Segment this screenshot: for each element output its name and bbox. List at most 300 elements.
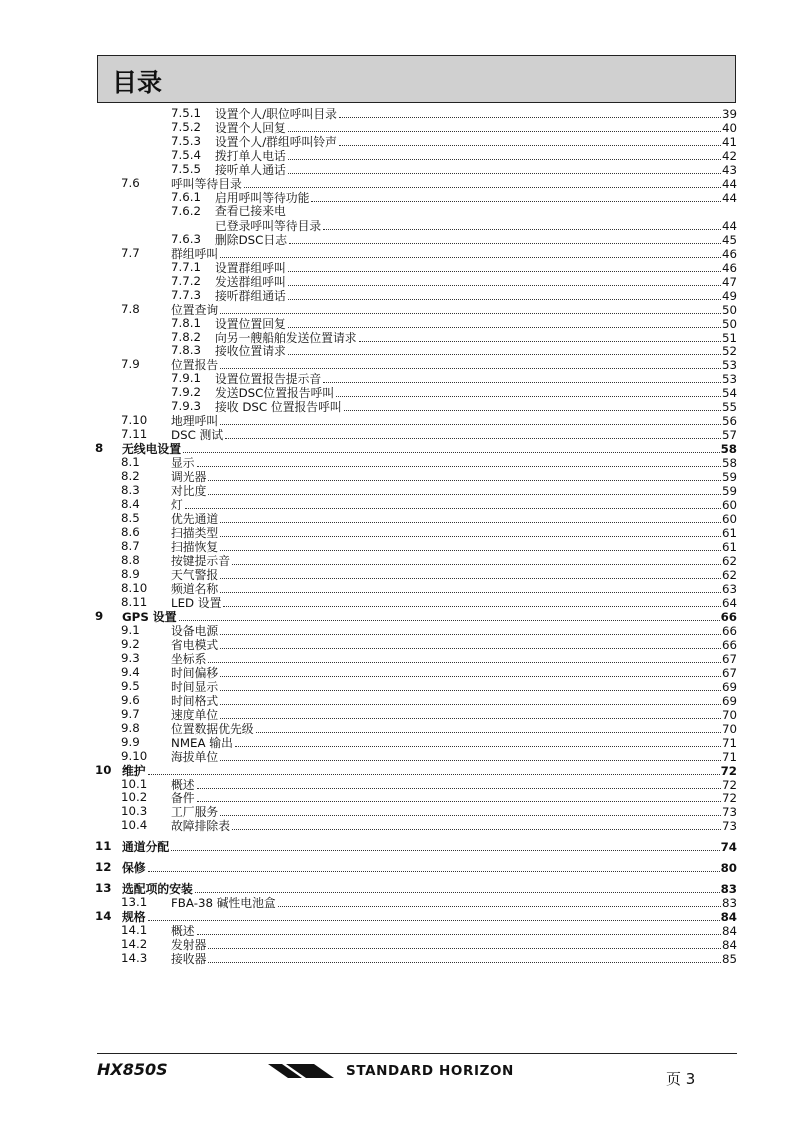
toc-entry[interactable]: [95, 624, 737, 638]
toc-entry-title: FBA-38 碱性电池盒: [171, 896, 276, 911]
toc-entry-number: 14: [95, 909, 112, 924]
toc-entry-page: 66: [721, 623, 737, 638]
toc-leader-dots: [197, 924, 721, 935]
toc-entry-page: 62: [721, 567, 737, 582]
title-bar: [97, 55, 736, 103]
toc-entry-number: 7.7.3: [171, 287, 202, 302]
toc-entry-number: 13.1: [121, 895, 148, 910]
toc-entry-title: 坐标系: [171, 651, 207, 666]
toc-entry-title: 接听群组通话: [215, 288, 286, 303]
toc-entry-title: 时间显示: [171, 679, 219, 694]
toc-leader-dots: [220, 708, 721, 719]
toc-entry[interactable]: [95, 275, 737, 289]
toc-entry-page: 52: [721, 344, 737, 359]
toc-leader-dots: [220, 540, 721, 551]
toc-entry-title: 规格: [122, 910, 146, 925]
toc-entry-number: 12: [95, 860, 112, 875]
toc-entry-page: 84: [721, 938, 737, 953]
toc-entry[interactable]: [95, 107, 737, 121]
toc-entry-page: 60: [721, 512, 737, 527]
toc-entry-number: 9.10: [121, 748, 148, 763]
toc-entry-page: 40: [721, 120, 737, 135]
toc-entry-number: 7.9: [121, 357, 140, 372]
toc-entry[interactable]: [95, 596, 737, 610]
toc-entry[interactable]: [95, 163, 737, 177]
toc-entry-number: 10.4: [121, 818, 148, 833]
page-number: 页 3: [666, 1070, 696, 1088]
toc-entry-page: 54: [721, 386, 737, 401]
page-title: 目录: [112, 68, 163, 97]
toc-entry-number: 7.8.3: [171, 343, 202, 358]
toc-entry-page: 62: [721, 554, 737, 568]
toc-entry-number: 8.1: [121, 455, 140, 470]
toc-entry-number: 9.9: [121, 734, 140, 749]
toc-entry[interactable]: [95, 952, 737, 966]
toc-entry-page: 72: [721, 777, 737, 792]
toc-entry-title: 备件: [171, 791, 195, 806]
toc-entry-title: 地理呼叫: [171, 414, 219, 429]
toc-entry-title: 概述: [171, 924, 195, 939]
toc-entry-number: 8.10: [121, 580, 148, 595]
toc-leader-dots: [220, 805, 721, 816]
toc-leader-dots: [220, 666, 721, 677]
toc-leader-dots: [208, 484, 721, 495]
toc-entry[interactable]: [95, 261, 737, 275]
toc-entry[interactable]: [95, 722, 737, 736]
toc-entry-title: 显示: [171, 456, 195, 471]
toc-entry-title: 灯: [171, 498, 183, 513]
toc-entry-title: DSC 测试: [171, 428, 224, 443]
toc-entry-title: 天气警报: [171, 567, 219, 582]
toc-entry-page: 45: [721, 232, 737, 247]
toc-entry-title: NMEA 输出: [171, 735, 233, 750]
toc-entry-page: 83: [720, 882, 737, 897]
toc-entry-number: 8.9: [121, 566, 140, 581]
toc-entry-title: 接听单人通话: [215, 162, 286, 177]
toc-entry-number: 8.3: [121, 483, 140, 498]
toc-leader-dots: [197, 778, 721, 789]
toc-leader-dots: [288, 289, 721, 300]
toc-leader-dots: [220, 624, 721, 635]
toc-entry[interactable]: [95, 708, 737, 722]
toc-entry[interactable]: [95, 456, 737, 470]
toc-entry-number: 7.8.1: [171, 315, 202, 330]
toc-entry-page: 73: [721, 819, 737, 834]
toc-leader-dots: [359, 331, 721, 342]
toc-entry-number: 11: [95, 839, 112, 854]
toc-entry-page: 42: [721, 148, 737, 163]
toc-entry-page: 60: [721, 498, 737, 513]
toc-leader-dots: [220, 303, 721, 314]
toc-entry-title: 位置报告: [171, 358, 219, 373]
toc-entry-title: GPS 设置: [122, 609, 177, 624]
toc-entry-page: 67: [721, 651, 737, 666]
toc-leader-dots: [220, 568, 721, 579]
toc-entry-page: 59: [721, 470, 737, 485]
toc-entry[interactable]: [95, 484, 737, 498]
toc-entry-title: 维护: [122, 763, 146, 778]
toc-entry-page: 71: [721, 749, 737, 764]
toc-entry[interactable]: [95, 331, 737, 345]
toc-entry-page: 64: [721, 595, 737, 610]
toc-leader-dots: [336, 386, 721, 397]
toc-entry-number: 8: [95, 441, 104, 456]
toc-entry-title: LED 设置: [171, 595, 222, 610]
toc-entry-page: 55: [721, 400, 737, 415]
toc-entry-title: 设备电源: [171, 623, 219, 638]
toc-entry-page: 61: [721, 540, 737, 555]
toc-leader-dots: [185, 498, 721, 509]
toc-leader-dots: [220, 414, 721, 425]
toc-leader-dots: [256, 722, 721, 733]
toc-entry[interactable]: [95, 861, 737, 875]
toc-entry-page: 49: [721, 288, 737, 303]
toc-entry-number: 14.3: [121, 951, 148, 966]
toc-leader-dots: [225, 428, 721, 439]
toc-leader-dots: [148, 861, 720, 872]
toc-leader-dots: [208, 952, 721, 963]
toc-entry[interactable]: [95, 372, 737, 386]
toc-entry-title: 设置个人/群组呼叫铃声: [215, 134, 337, 149]
toc-leader-dots: [232, 819, 721, 830]
toc-entry-title: 省电模式: [171, 637, 219, 652]
toc-entry[interactable]: [95, 554, 737, 568]
toc-entry-number: 9.3: [121, 650, 140, 665]
toc-entry[interactable]: [95, 177, 737, 191]
table-of-contents: [95, 107, 737, 966]
toc-entry-title: 扫描恢复: [171, 540, 219, 555]
toc-entry-title: 通道分配: [122, 840, 170, 855]
footer-divider: [97, 1053, 737, 1054]
toc-entry-page: 44: [721, 176, 737, 191]
toc-entry-page: 46: [721, 246, 737, 261]
toc-leader-dots: [223, 596, 721, 607]
toc-entry-number: 13: [95, 881, 112, 896]
toc-entry-page: 74: [720, 840, 737, 855]
standard-horizon-logo-icon: [268, 1062, 340, 1080]
toc-entry[interactable]: [95, 938, 737, 952]
toc-leader-dots: [148, 764, 720, 775]
toc-entry-number: 7.5.1: [171, 106, 202, 120]
toc-entry-page: 39: [721, 107, 737, 121]
toc-entry-title: 查看已接来电: [215, 203, 286, 218]
toc-entry-page: 84: [721, 924, 737, 939]
toc-entry[interactable]: [95, 694, 737, 708]
toc-entry-title: 频道名称: [171, 581, 219, 596]
toc-leader-dots: [344, 400, 721, 411]
toc-entry[interactable]: [95, 247, 737, 261]
toc-leader-dots: [208, 938, 721, 949]
toc-entry-number: 9.2: [121, 636, 140, 651]
toc-entry[interactable]: [95, 680, 737, 694]
toc-entry-title: 发送群组呼叫: [215, 274, 286, 289]
toc-entry[interactable]: [95, 149, 737, 163]
toc-entry[interactable]: [95, 498, 737, 512]
toc-entry-number: 7.6: [121, 175, 140, 190]
toc-entry-number: 7.6.1: [171, 189, 202, 204]
toc-entry[interactable]: [95, 400, 737, 414]
toc-leader-dots: [311, 191, 721, 202]
toc-leader-dots: [220, 638, 721, 649]
toc-entry-number: 7.7: [121, 245, 140, 260]
toc-entry[interactable]: [95, 358, 737, 372]
toc-entry-title: 群组呼叫: [171, 246, 219, 261]
toc-entry-page: 50: [721, 302, 737, 317]
toc-leader-dots: [339, 107, 721, 118]
toc-entry-number: 9.6: [121, 692, 140, 707]
toc-entry[interactable]: [95, 652, 737, 666]
toc-entry-page: 61: [721, 526, 737, 541]
toc-leader-dots: [235, 736, 721, 747]
toc-entry-page: 85: [721, 952, 737, 967]
toc-entry-number: 8.2: [121, 469, 140, 484]
toc-entry-page: 69: [721, 693, 737, 708]
toc-entry[interactable]: [95, 778, 737, 792]
toc-leader-dots: [183, 442, 720, 453]
toc-entry-title: 无线电设置: [122, 442, 181, 457]
toc-entry-page: 83: [721, 896, 737, 911]
toc-entry-title: 拨打单人电话: [215, 148, 286, 163]
toc-entry[interactable]: [95, 303, 737, 317]
brand: [268, 1062, 514, 1080]
toc-entry-number: 14.2: [121, 937, 148, 952]
toc-entry-number: 7.6.3: [171, 231, 202, 246]
toc-entry-page: 70: [721, 707, 737, 722]
toc-entry-page: 72: [721, 791, 737, 806]
toc-leader-dots: [323, 372, 721, 383]
toc-entry[interactable]: [95, 317, 737, 331]
toc-entry-title: 位置查询: [171, 302, 219, 317]
toc-entry-number: 14.1: [121, 923, 148, 938]
toc-entry-number: 10.2: [121, 790, 148, 805]
toc-leader-dots: [288, 149, 721, 160]
toc-entry[interactable]: [95, 819, 737, 833]
toc-entry-page: 57: [721, 428, 737, 443]
toc-entry[interactable]: [95, 219, 737, 233]
toc-entry[interactable]: [95, 791, 737, 805]
toc-entry-number: 7.8.2: [171, 329, 202, 344]
toc-entry-page: 47: [721, 274, 737, 289]
toc-leader-dots: [288, 275, 721, 286]
toc-entry-title: 发送DSC位置报告呼叫: [215, 386, 335, 401]
toc-entry[interactable]: [95, 540, 737, 554]
toc-entry-page: 69: [721, 679, 737, 694]
toc-entry-title: 删除DSC日志: [215, 232, 287, 247]
toc-leader-dots: [220, 582, 721, 593]
toc-entry-title: 设置个人回复: [215, 120, 286, 135]
toc-entry-page: 44: [721, 218, 737, 233]
toc-entry-number: 7.7.2: [171, 273, 202, 288]
toc-entry-title: 概述: [171, 777, 195, 792]
toc-entry-page: 66: [721, 637, 737, 652]
toc-entry-number: 7.8: [121, 301, 140, 316]
toc-entry-number: 7.5.3: [171, 133, 202, 148]
toc-entry[interactable]: [95, 233, 737, 247]
toc-leader-dots: [171, 840, 719, 851]
toc-entry-page: 84: [720, 910, 737, 925]
toc-entry-number: 8.8: [121, 553, 140, 567]
toc-entry[interactable]: [95, 205, 737, 219]
toc-entry-number: 8.6: [121, 525, 140, 540]
toc-entry-number: 9.7: [121, 706, 140, 721]
toc-leader-dots: [220, 750, 721, 761]
toc-entry-title: 接收器: [171, 952, 207, 967]
toc-entry[interactable]: [95, 135, 737, 149]
toc-leader-dots: [220, 358, 721, 369]
toc-entry-title: 呼叫等待目录: [171, 176, 242, 191]
toc-entry-number: 8.4: [121, 497, 140, 512]
toc-entry-title: 已登录呼叫等待目录: [215, 218, 322, 233]
toc-entry[interactable]: [95, 750, 737, 764]
toc-leader-dots: [288, 344, 721, 355]
toc-entry-number: 7.9.3: [171, 399, 202, 414]
toc-entry-title: 调光器: [171, 470, 207, 485]
toc-entry[interactable]: [95, 896, 737, 910]
toc-entry[interactable]: [95, 568, 737, 582]
toc-entry-title: 工厂服务: [171, 805, 219, 820]
toc-entry[interactable]: [95, 526, 737, 540]
toc-entry-page: 53: [721, 372, 737, 387]
toc-entry-number: 8.7: [121, 539, 140, 554]
toc-leader-dots: [288, 317, 721, 328]
toc-entry-title: 保修: [122, 861, 146, 876]
toc-entry-number: 7.5.2: [171, 119, 202, 134]
toc-leader-dots: [339, 135, 721, 146]
toc-entry-page: 73: [721, 805, 737, 820]
toc-entry[interactable]: [95, 414, 737, 428]
toc-entry-number: 9.8: [121, 720, 140, 735]
toc-leader-dots: [289, 233, 721, 244]
toc-entry[interactable]: [95, 610, 737, 624]
toc-entry-number: 7.9.2: [171, 385, 202, 400]
toc-entry-number: 7.10: [121, 413, 148, 428]
toc-entry-page: 51: [721, 330, 737, 345]
toc-entry-number: 7.6.2: [171, 203, 202, 218]
toc-entry-number: 10.3: [121, 804, 148, 819]
toc-entry-title: 向另一艘船舶发送位置请求: [215, 330, 357, 345]
toc-entry[interactable]: [95, 442, 737, 456]
toc-entry-title: 故障排除表: [171, 819, 230, 834]
toc-entry-number: 9.4: [121, 664, 140, 679]
toc-entry[interactable]: [95, 386, 737, 400]
toc-leader-dots: [220, 680, 721, 691]
toc-leader-dots: [220, 526, 721, 537]
toc-entry-title: 位置数据优先级: [171, 721, 254, 736]
toc-entry-number: 8.5: [121, 511, 140, 526]
toc-entry[interactable]: [95, 638, 737, 652]
toc-entry-title: 扫描类型: [171, 526, 219, 541]
toc-entry-title: 设置位置回复: [215, 316, 286, 331]
toc-entry[interactable]: [95, 910, 737, 924]
toc-entry-number: 7.11: [121, 427, 148, 442]
toc-entry-page: 53: [721, 358, 737, 373]
toc-entry-page: 58: [721, 456, 737, 471]
toc-entry-page: 41: [721, 134, 737, 149]
toc-leader-dots: [220, 512, 721, 523]
toc-entry-title: 速度单位: [171, 707, 219, 722]
toc-entry-page: 44: [721, 190, 737, 205]
toc-entry-title: 时间格式: [171, 693, 219, 708]
toc-entry-page: 66: [720, 609, 737, 624]
toc-entry-page: 58: [720, 442, 737, 457]
toc-entry-page: 46: [721, 260, 737, 275]
toc-entry-number: 9.5: [121, 678, 140, 693]
toc-entry-page: 67: [721, 665, 737, 680]
toc-entry-title: 海拔单位: [171, 749, 219, 764]
toc-entry[interactable]: [95, 882, 737, 896]
toc-entry-title: 接收位置请求: [215, 344, 286, 359]
toc-entry[interactable]: [95, 289, 737, 303]
toc-leader-dots: [288, 261, 721, 272]
toc-entry-number: 10.1: [121, 776, 148, 791]
toc-entry-number: 7.5.4: [171, 147, 202, 162]
toc-entry-title: 优先通道: [171, 512, 219, 527]
toc-entry[interactable]: [95, 470, 737, 484]
toc-leader-dots: [220, 247, 721, 258]
toc-leader-dots: [244, 177, 721, 188]
toc-entry-title: 按键提示音: [171, 554, 230, 568]
toc-leader-dots: [288, 163, 721, 174]
toc-entry-number: 9.1: [121, 622, 140, 637]
toc-entry-page: 70: [721, 721, 737, 736]
toc-leader-dots: [197, 456, 721, 467]
toc-leader-dots: [208, 470, 721, 481]
toc-leader-dots: [323, 219, 721, 230]
toc-leader-dots: [179, 610, 720, 621]
toc-entry[interactable]: [95, 805, 737, 819]
toc-entry[interactable]: [95, 191, 737, 205]
toc-entry-title: 设置个人/职位呼叫目录: [215, 107, 337, 121]
toc-entry-number: 8.11: [121, 594, 148, 609]
toc-entry-title: 设置群组呼叫: [215, 260, 286, 275]
toc-entry-title: 时间偏移: [171, 665, 219, 680]
brand-name: STANDARD HORIZON: [346, 1063, 514, 1079]
toc-leader-dots: [232, 554, 721, 565]
toc-entry[interactable]: [95, 344, 737, 358]
toc-entry[interactable]: [95, 121, 737, 135]
toc-entry-number: 7.9.1: [171, 371, 202, 386]
toc-leader-dots: [278, 896, 721, 907]
toc-entry[interactable]: [95, 840, 737, 854]
toc-entry-title: 接收 DSC 位置报告呼叫: [215, 400, 342, 415]
model-name: HX850S: [97, 1060, 168, 1079]
toc-entry-number: 9: [95, 608, 104, 623]
toc-entry[interactable]: [95, 512, 737, 526]
toc-entry-page: 72: [720, 763, 737, 778]
toc-entry-page: 80: [720, 861, 737, 876]
toc-entry[interactable]: [95, 924, 737, 938]
toc-entry[interactable]: [95, 582, 737, 596]
toc-entry-number: 10: [95, 762, 112, 777]
toc-leader-dots: [197, 791, 721, 802]
toc-entry-title: 设置位置报告提示音: [215, 372, 322, 387]
toc-leader-dots: [288, 121, 721, 132]
toc-entry[interactable]: [95, 666, 737, 680]
toc-entry-page: 50: [721, 316, 737, 331]
toc-leader-dots: [208, 652, 721, 663]
toc-entry[interactable]: [95, 736, 737, 750]
toc-entry-page: 56: [721, 414, 737, 429]
toc-leader-dots: [148, 910, 720, 921]
toc-entry[interactable]: [95, 764, 737, 778]
toc-leader-dots: [220, 694, 721, 705]
toc-entry-page: 43: [721, 162, 737, 177]
toc-entry-title: 启用呼叫等待功能: [215, 190, 310, 205]
toc-entry-page: 71: [721, 735, 737, 750]
toc-entry-title: 选配项的安装: [122, 882, 193, 897]
toc-entry-page: 59: [721, 484, 737, 499]
toc-entry[interactable]: [95, 428, 737, 442]
